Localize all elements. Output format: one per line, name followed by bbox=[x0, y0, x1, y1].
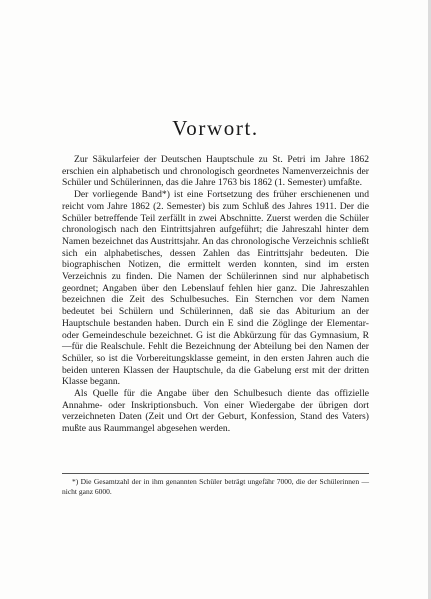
footnote-text: *) Die Gesamtzahl der in ihm genannten Schüler beträgt ungefähr 7000, die der Schülerinnen — nicht ganz 6000. bbox=[62, 477, 369, 496]
page-title: Vorwort. bbox=[172, 116, 259, 140]
footnote bbox=[62, 477, 369, 497]
body-text bbox=[62, 154, 369, 435]
paragraph-contents: Der vorliegende Band*) ist eine Fortsetzung des früher erschienenen und reicht vom Jahre 1862 (2. Semester) bis zum Schluß des Jahres 1911. Der die Schüler betreffende Teil zerfällt in zwei Abschnitte. Zuerst werden die Schüler chronologisch nach den Eintrittsjahren aufgeführt; die Jahreszahl hinter dem Namen bezeichnet das Austrittsjahr. An das chronologische Verzeichnis schließt sich ein alphabetisches, dessen Zahlen das Eintrittsjahr bedeuten. Die biographischen Notizen, die ermittelt werden konnten, sind im ersten Verzeichnis zu finden. Die Namen der Schülerinnen sind nur alphabetisch geordnet; Angaben über den Lebenslauf fehlen hier ganz. Die Jahreszahlen bezeichnen die Zeit des Schulbesuches. Ein Sternchen vor dem Namen bedeutet bei Schülern und Schülerinnen, daß sie das Abiturium an der Hauptschule bestanden haben. Durch ein E sind die Zöglinge der Elementar- oder Gemeindeschule bezeichnet. G ist die Abkürzung für das Gymnasium, R—für die Realschule. Fehlt die Bezeichnung der Abteilung bei den Namen der Schüler, so ist die Vorbereitungsklasse gemeint, in den ersten Jahren auch die beiden unteren Klassen der Hauptschule, da die Gabelung erst mit der dritten Klasse begann. bbox=[62, 189, 370, 388]
footnote-divider bbox=[62, 473, 369, 474]
paragraph-sources: Als Quelle für die Angabe über den Schulbesuch diente das offizielle Annahme- oder Inskriptionsbuch. Von einer Wiedergabe der übrigen dort verzeichneten Daten (Zeit und Ort der Geburt, Konfession, Stand des Vaters) mußte aus Raummangel abgesehen werden. bbox=[62, 388, 369, 435]
paragraph-intro: Zur Säkularfeier der Deutschen Hauptschule zu St. Petri im Jahre 1862 erschien ein alphabetisch und chronologisch geordnetes Namenverzeichnis der Schüler und Schülerinnen, das die Jahre 1763 bis 1862 (1. Semester) umfaßte. bbox=[62, 154, 369, 189]
